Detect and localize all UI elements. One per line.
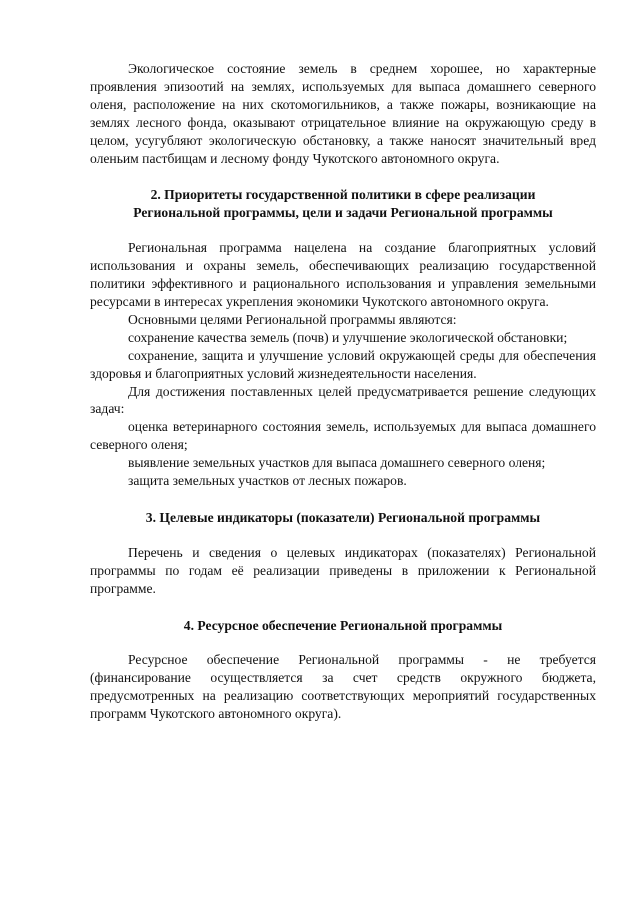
section-2-goal-item: сохранение качества земель (почв) и улучшение экологической обстановки;	[128, 329, 568, 345]
section-2-paragraph: Региональная программа нацелена на создание благоприятных условий использования и охраны земель, обеспечивающих реализацию государственной политики эффективного и рационального использования и управления земельными ресурсами в интересах укрепления экономики Чукотского автономного округа.	[90, 240, 596, 309]
section-2-task-item: защита земельных участков от лесных пожаров.	[128, 473, 407, 489]
section-2-task-item: оценка ветеринарного состояния земель, используемых для выпаса домашнего северного оленя;	[90, 419, 596, 453]
section-3-heading: 3. Целевые индикаторы (показатели) Региональной программы	[145, 509, 541, 525]
section-4-heading: 4. Ресурсное обеспечение Региональной программы	[183, 617, 503, 633]
section-2-heading	[90, 186, 596, 222]
section-2-goal-item: сохранение, защита и улучшение условий окружающей среды для обеспечения здоровья и благоприятных условий жизнедеятельности населения.	[90, 347, 596, 381]
section-2-heading-line-2: Региональной программы, цели и задачи Региональной программы	[133, 205, 553, 221]
section-4-paragraph: Ресурсное обеспечение Региональной программы - не требуется (финансирование осуществляется за счет средств окружного бюджета, предусмотренных на реализацию соответствующих мероприятий государственных программ Чукотского автономного округа).	[90, 652, 596, 722]
document-page	[90, 60, 596, 723]
section-2-task-item: выявление земельных участков для выпаса домашнего северного оленя;	[128, 455, 546, 471]
intro-paragraph: Экологическое состояние земель в среднем хорошее, но характерные проявления эпизоотий на землях, используемых для выпаса домашнего северного оленя, расположение на них скотомогильников, а также пожары, возникающие на землях лесного фонда, оказывают отрицательное влияние на окружающую среду в целом, усугубляют экологическую обстановку, а также наносят значительный вред оленьим пастбищам и лесному фонду Чукотского автономного округа.	[90, 61, 596, 166]
section-2-paragraph: Основными целями Региональной программы являются:	[128, 311, 457, 327]
section-3-paragraph: Перечень и сведения о целевых индикаторах (показателях) Региональной программы по годам её реализации приведены в приложении к Региональной программе.	[90, 544, 596, 596]
section-2-paragraph: Для достижения поставленных целей предусматривается решение следующих задач:	[90, 383, 596, 417]
section-2-body	[90, 239, 596, 490]
section-2-heading-line-1: 2. Приоритеты государственной политики в сфере реализации	[150, 187, 536, 203]
